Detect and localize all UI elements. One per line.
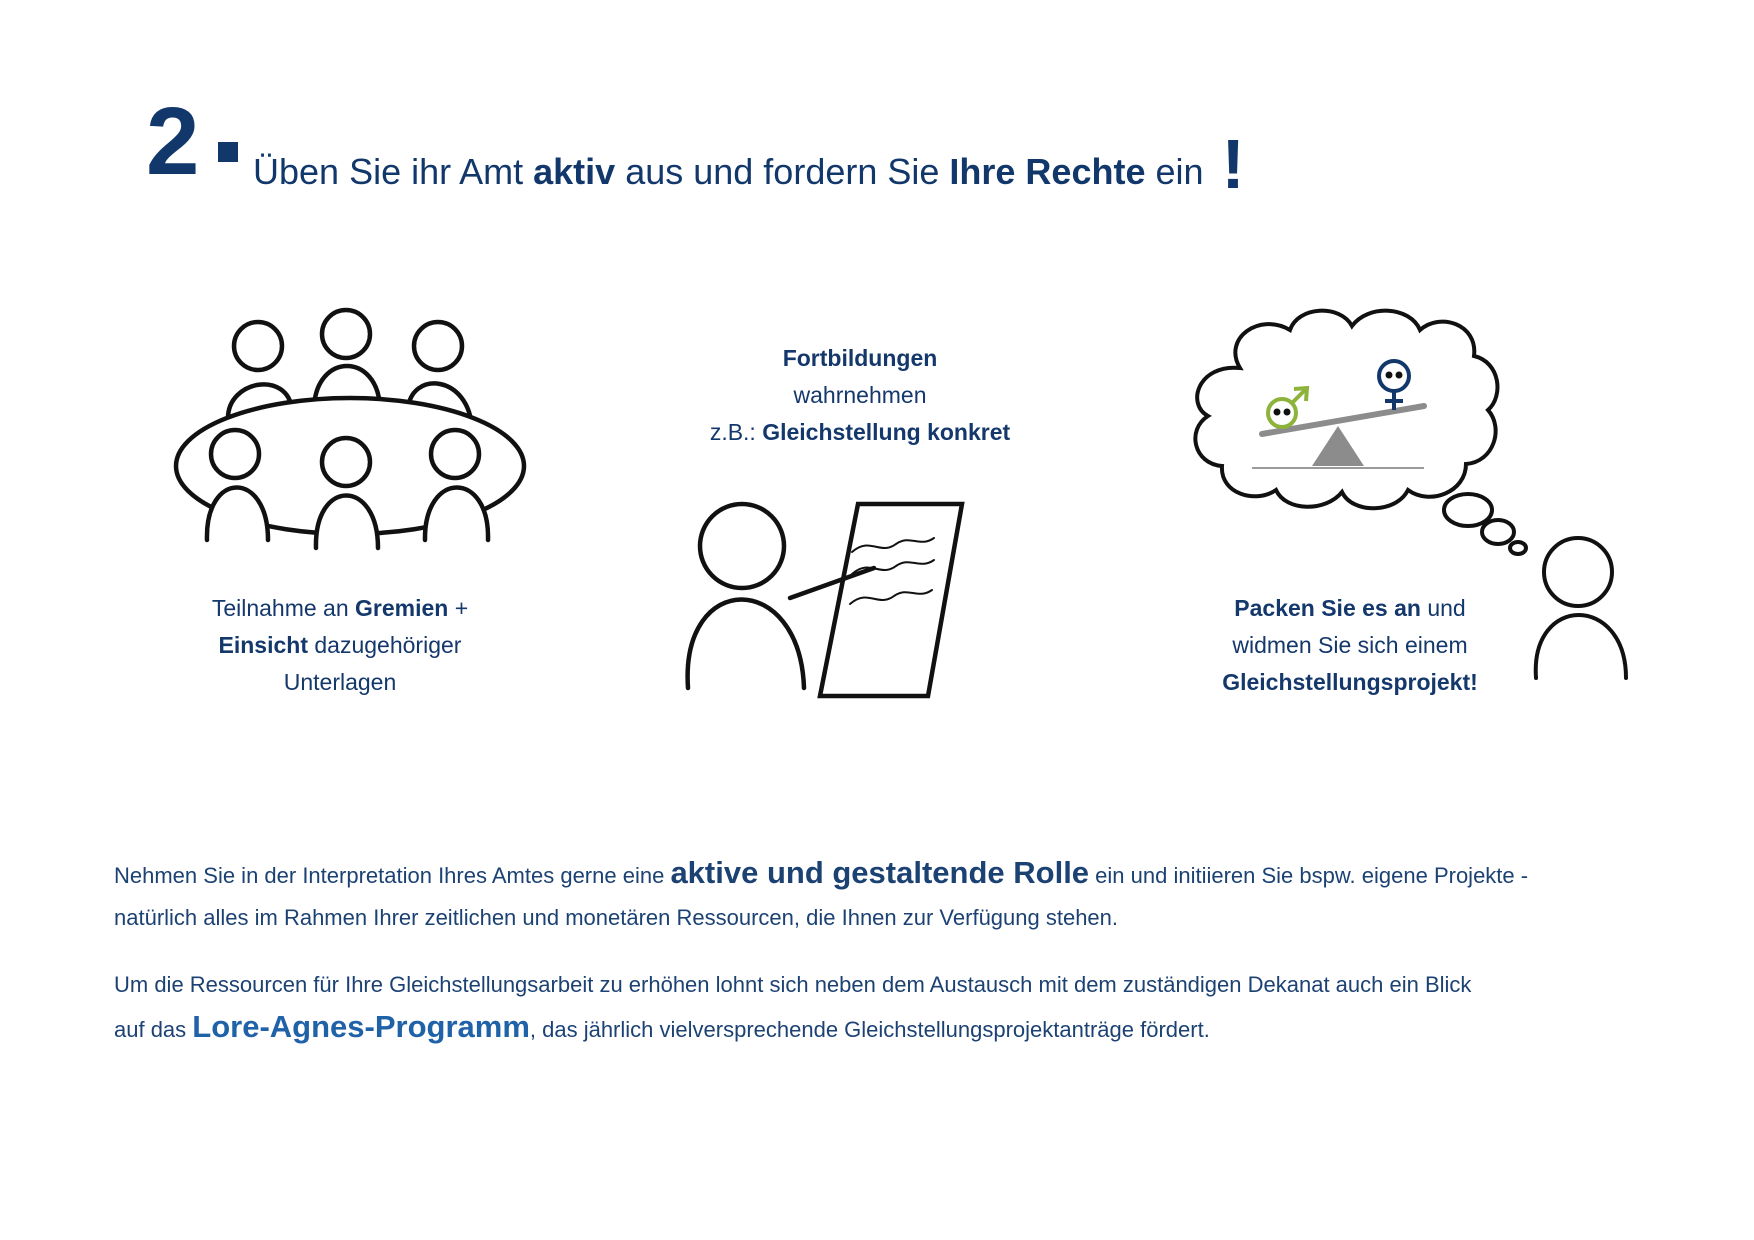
caption-gremien xyxy=(140,590,540,701)
paragraph-ressourcen-line1: Um die Ressourcen für Ihre Gleichstellungsarbeit zu erhöhen lohnt sich neben dem Austausch mit dem zuständigen Dekanat auch ein Blick xyxy=(114,972,1472,997)
caption-fortbildungen-line1: Fortbildungen xyxy=(782,345,938,371)
caption-projekt-line3: Gleichstellungsprojekt! xyxy=(1222,669,1478,695)
paragraph-ressourcen xyxy=(114,964,1654,1051)
heading-bold-rechte: Ihre Rechte xyxy=(949,151,1146,192)
paragraph-rolle-line2: natürlich alles im Rahmen Ihrer zeitlichen und monetären Ressourcen, die Ihnen zur Verfügung stehen. xyxy=(114,905,1119,930)
caption-projekt-line2: widmen Sie sich einem xyxy=(1232,632,1468,658)
heading-part2: aus und fordern Sie xyxy=(615,151,950,192)
caption-projekt xyxy=(1150,590,1550,701)
caption-gremien-line1: Teilnahme an Gremien + xyxy=(211,595,469,621)
paragraph-rolle xyxy=(114,852,1654,939)
heading-part1: Üben Sie ihr Amt xyxy=(253,151,534,192)
heading-part3: ein xyxy=(1145,151,1214,192)
caption-fortbildungen xyxy=(640,340,1080,451)
heading-bold-aktiv: aktiv xyxy=(533,151,616,192)
caption-fortbildungen-line2: wahrnehmen xyxy=(793,382,927,408)
paragraph-ressourcen-line2: auf das Lore-Agnes-Programm, das jährlich vielversprechende Gleichstellungsprojektanträge fördert. xyxy=(114,1009,1210,1044)
emphasis-aktive-rolle: aktive und gestaltende Rolle xyxy=(670,855,1090,890)
paragraph-rolle-line1: Nehmen Sie in der Interpretation Ihres Amtes gerne eine aktive und gestaltende Rolle ein und initiieren Sie bspw. eigene Projekte - xyxy=(114,855,1529,890)
heading-number: 2 xyxy=(146,88,200,195)
caption-gremien-line2: Einsicht dazugehöriger xyxy=(218,632,462,658)
caption-fortbildungen-line3: z.B.: Gleichstellung konkret xyxy=(709,419,1011,445)
caption-gremien-line3: Unterlagen xyxy=(283,669,397,695)
lore-agnes-programm-link[interactable]: Lore-Agnes-Programm xyxy=(192,1009,530,1044)
caption-projekt-line1: Packen Sie es an und xyxy=(1234,595,1466,621)
heading-exclamation: ! xyxy=(1221,125,1245,203)
